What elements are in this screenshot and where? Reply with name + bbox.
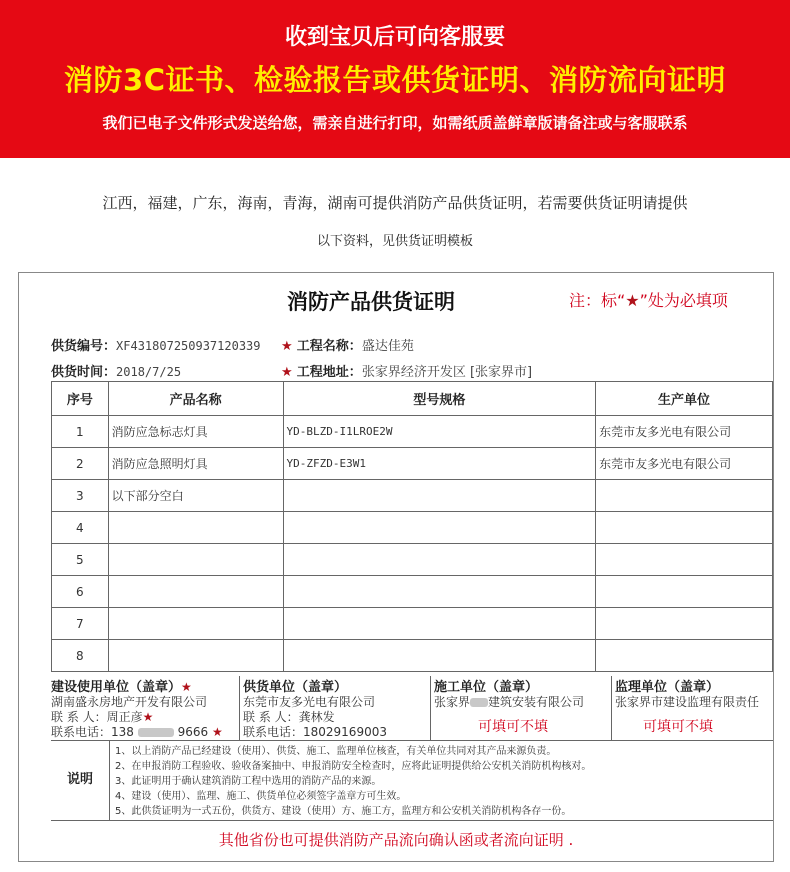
required-field-note (569, 288, 728, 311)
row-manufacturer (596, 480, 773, 512)
table-row (52, 640, 773, 672)
supplier-stamp-block (243, 676, 428, 740)
redaction-blur (138, 728, 174, 737)
col-header-product-name: 产品名称 (108, 382, 283, 416)
table-row (52, 448, 773, 480)
row-model (283, 480, 596, 512)
row-model (283, 608, 596, 640)
row-no: 5 (52, 544, 109, 576)
redaction-blur (470, 698, 488, 707)
row-manufacturer (596, 608, 773, 640)
project-address-value: 张家界经济开发区 [张家界市] (361, 365, 533, 380)
row-manufacturer: 东莞市友多光电有限公司 (596, 448, 773, 480)
project-address-label: 工程地址： (296, 365, 362, 380)
promo-banner (0, 0, 790, 158)
table-row (52, 512, 773, 544)
builder-phone-suffix: 9666 (177, 725, 209, 739)
supervisor-company: 张家界市建设监理有限责任 (615, 695, 760, 709)
table-row (52, 416, 773, 448)
constructor-company-suffix: 建筑安装有限公司 (488, 695, 585, 709)
row-model (283, 512, 596, 544)
note-suffix: ”处为必填项 (639, 291, 728, 310)
row-no: 3 (52, 480, 109, 512)
table-row (52, 576, 773, 608)
table-header-row (52, 382, 773, 416)
row-no: 4 (52, 512, 109, 544)
project-name-field (281, 335, 414, 354)
project-name-value: 盛达佳苑 (361, 339, 414, 354)
row-manufacturer (596, 576, 773, 608)
stamp-divider (611, 676, 612, 740)
intro-line1: 江西，福建，广东，海南，青海，湖南可提供消防产品供货证明，若需要供货证明请提供 (102, 194, 688, 212)
explanation-bottom-line (51, 820, 774, 821)
constructor-stamp-block (434, 676, 609, 740)
row-product-name (108, 512, 283, 544)
banner-line1: 收到宝贝后可向客服要 (284, 25, 505, 50)
project-name-label: 工程名称： (296, 339, 362, 354)
constructor-title: 施工单位（盖章） (434, 680, 539, 695)
col-header-manufacturer: 生产单位 (596, 382, 773, 416)
row-model: YD-ZFZD-E3W1 (283, 448, 596, 480)
explanation-item: 1、以上消防产品已经建设（使用）、供货、施工、监理单位核查，有关单位共同对其产品来源负责。 (115, 746, 557, 757)
footer-note: 其他省份也可提供消防产品流向确认函或者流向证明 . (218, 831, 574, 849)
stamp-divider (430, 676, 431, 740)
row-model: YD-BLZD-I1LROE2W (283, 416, 596, 448)
note-prefix: 注：标“ (569, 291, 626, 310)
table-row (52, 608, 773, 640)
row-product-name (108, 544, 283, 576)
document-title: 消防产品供货证明 (287, 290, 455, 314)
builder-contact: 联 系 人：周正彦 (51, 710, 143, 724)
banner-line2: 消防3C证书、检验报告或供货证明、消防流向证明 (64, 63, 726, 97)
supplier-contact: 联 系 人：龚林发 (243, 710, 335, 724)
constructor-company-prefix: 张家界 (434, 695, 471, 709)
builder-title: 建设使用单位（盖章） (51, 680, 182, 695)
supply-time-value: 2018/7/25 (116, 365, 182, 379)
supply-no-field (51, 335, 261, 354)
stamp-divider (239, 676, 240, 740)
explanation-item: 3、此证明用于确认建筑消防工程中选用的消防产品的来源。 (115, 776, 382, 787)
explanation-list (115, 744, 591, 819)
explanation-label: 说明 (51, 740, 110, 820)
supply-time-field (51, 361, 181, 380)
star-icon: ★ (142, 710, 154, 724)
col-header-no: 序号 (52, 382, 109, 416)
explanation-item: 2、在申报消防工程验收、验收备案抽中、申报消防安全检查时，应将此证明提供给公安机关消防机构核对。 (115, 761, 592, 772)
builder-phone-line (51, 725, 237, 740)
builder-contact-line (51, 710, 237, 725)
row-manufacturer: 东莞市友多光电有限公司 (596, 416, 773, 448)
explanation-item: 5、此供货证明为一式五份，供货方、建设（使用）方、施工方，监理方和公安机关消防机构各存一份。 (115, 806, 572, 817)
explanation-item: 4、建设（使用）、监理、施工、供货单位必须签字盖章方可生效。 (115, 791, 407, 802)
supervisor-optional-note: 可填可不填 (643, 719, 713, 735)
row-no: 1 (52, 416, 109, 448)
supervisor-title: 监理单位（盖章） (615, 680, 720, 695)
row-model (283, 544, 596, 576)
supplier-phone: 联系电话：18029169003 (243, 725, 387, 739)
row-model (283, 640, 596, 672)
constructor-company-line (434, 695, 609, 710)
row-product-name: 以下部分空白 (108, 480, 283, 512)
star-icon: ★ (281, 339, 293, 354)
intro-line2: 以下资料，见供货证明模板 (316, 234, 473, 249)
banner-line3: 我们已电子文件形式发送给您，需亲自进行打印，如需纸质盖鲜章版请备注或与客服联系 (102, 114, 688, 132)
star-icon: ★ (281, 365, 293, 380)
supply-time-label: 供货时间： (51, 365, 117, 380)
row-manufacturer (596, 512, 773, 544)
row-manufacturer (596, 544, 773, 576)
row-product-name (108, 608, 283, 640)
row-product-name (108, 640, 283, 672)
table-row (52, 544, 773, 576)
product-table (51, 381, 773, 672)
supplier-company: 东莞市友多光电有限公司 (243, 695, 376, 709)
star-icon: ★ (211, 725, 223, 739)
constructor-optional-note: 可填可不填 (478, 719, 548, 735)
star-icon: ★ (181, 680, 192, 694)
row-product-name (108, 576, 283, 608)
builder-phone-prefix: 联系电话：138 (51, 725, 134, 739)
builder-stamp-block (51, 676, 237, 740)
supply-no-label: 供货编号： (51, 339, 117, 354)
row-no: 2 (52, 448, 109, 480)
star-icon: ★ (625, 291, 640, 310)
row-manufacturer (596, 640, 773, 672)
row-product-name: 消防应急照明灯具 (108, 448, 283, 480)
supply-no-value: XF431807250937120339 (116, 339, 261, 353)
supervisor-stamp-block (615, 676, 771, 740)
row-product-name: 消防应急标志灯具 (108, 416, 283, 448)
row-model (283, 576, 596, 608)
row-no: 8 (52, 640, 109, 672)
supply-certificate-document (18, 272, 774, 862)
table-row (52, 480, 773, 512)
project-address-field (281, 361, 532, 380)
builder-company: 湖南盛永房地产开发有限公司 (51, 695, 208, 709)
supplier-title: 供货单位（盖章） (243, 680, 348, 695)
row-no: 7 (52, 608, 109, 640)
col-header-model: 型号规格 (283, 382, 596, 416)
row-no: 6 (52, 576, 109, 608)
stamp-bottom-line (51, 740, 774, 741)
